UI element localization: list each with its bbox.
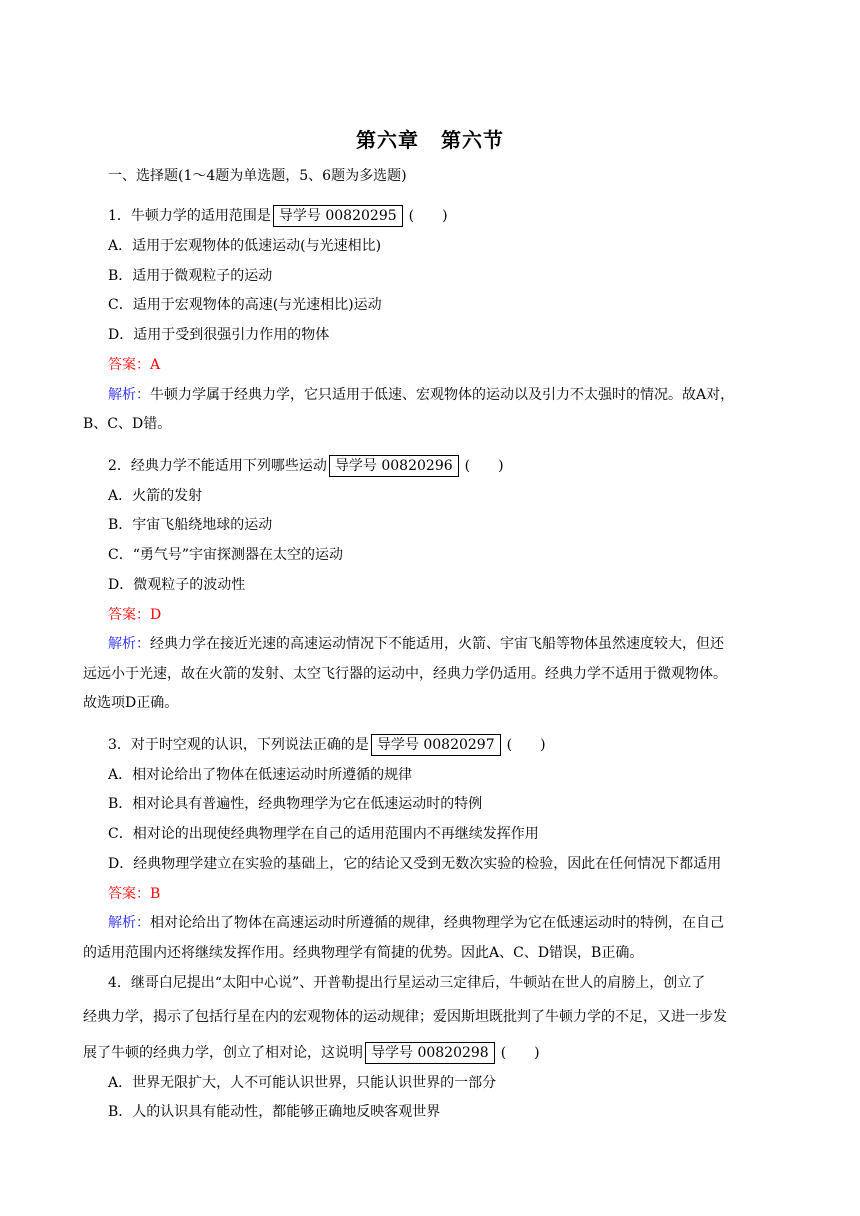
analysis-label: 解析： [108,636,150,652]
question-4-option-a: A．世界无限扩大，人不可能认识世界，只能认识世界的一部分 [108,1075,497,1091]
answer-label: 答案： [108,607,150,623]
question-3-analysis-line-1 [108,913,724,933]
question-1-stem [108,205,448,227]
question-2-analysis-line-1 [108,634,724,654]
answer-label: 答案： [108,886,150,902]
question-2-analysis-line-2: 远远小于光速，故在火箭的发射、太空飞行器的运动中，经典力学仍适用。经典力学不适用于微观物体。 [83,666,727,682]
question-4-stem-line-1: 4．继哥白尼提出“太阳中心说”、开普勒提出行星运动三定律后，牛顿站在世人的肩膀上，创立了 [108,975,706,991]
question-4-stem-line-2: 经典力学，揭示了包括行星在内的宏观物体的运动规律；爱因斯坦既批判了牛顿力学的不足，又进一步发 [83,1009,727,1025]
question-3-option-b: B．相对论具有普遍性，经典物理学为它在低速运动时的特例 [108,796,483,812]
question-2-text: 2．经典力学不能适用下列哪些运动 [108,458,327,474]
analysis-text: 经典力学在接近光速的高速运动情况下不能适用，火箭、宇宙飞船等物体虽然速度较大，但还 [150,636,724,652]
question-3-stem [108,734,546,756]
answer-paren: ( ) [500,1045,540,1061]
question-2-answer [108,605,161,625]
answer-label: 答案： [108,357,150,373]
section-instruction: 一、选择题(1～4题为单选题，5、6题为多选题) [108,168,407,184]
question-3-analysis-line-2: 的适用范围内还将继续发挥作用。经典物理学有简捷的优势。因此A、C、D错误，B正确。 [83,945,644,961]
answer-paren: ( ) [506,737,546,753]
question-1-option-d: D．适用于受到很强引力作用的物体 [108,327,330,343]
question-1-analysis-line-2: B、C、D错。 [83,416,172,432]
question-3-option-c: C．相对论的出现使经典物理学在自己的适用范围内不再继续发挥作用 [108,826,539,842]
question-2-analysis-line-3: 故选项D正确。 [83,695,179,711]
question-1-option-b: B．适用于微观粒子的运动 [108,268,273,284]
question-3-option-d: D．经典物理学建立在实验的基础上，它的结论又受到无数次实验的检验，因此在任何情况下都适用 [108,856,722,872]
answer-value: D [150,607,162,623]
page-title [0,124,860,153]
question-1-analysis-line-1 [108,385,734,405]
question-2-option-d: D．微观粒子的波动性 [108,577,246,593]
question-2-option-b: B．宇宙飞船绕地球的运动 [108,517,273,533]
chapter-title: 第六章 [356,128,419,152]
question-1-option-c: C．适用于宏观物体的高速(与光速相比)运动 [108,297,382,313]
question-4-text: 展了牛顿的经典力学，创立了相对论，这说明 [83,1045,363,1061]
question-3-answer [108,884,160,904]
question-2-stem [108,455,504,477]
question-4-option-b: B．人的认识具有能动性，都能够正确地反映客观世界 [108,1104,441,1120]
question-2-option-c: C．“勇气号”宇宙探测器在太空的运动 [108,547,344,563]
question-1-option-a: A．适用于宏观物体的低速运动(与光速相比) [108,238,382,254]
question-3-option-a: A．相对论给出了物体在低速运动时所遵循的规律 [108,767,413,783]
question-1-answer [108,355,160,375]
section-title: 第六节 [441,128,504,152]
guide-number-badge: 导学号 00820298 [365,1042,495,1064]
question-1-text: 1．牛顿力学的适用范围是 [108,208,271,224]
guide-number-badge: 导学号 00820295 [273,205,403,227]
answer-value: B [150,886,161,902]
question-4-stem-line-3 [83,1042,540,1064]
analysis-label: 解析： [108,387,150,403]
answer-paren: ( ) [408,208,448,224]
answer-paren: ( ) [464,458,504,474]
question-2-option-a: A．火箭的发射 [108,488,203,504]
analysis-text: 相对论给出了物体在高速运动时所遵循的规律，经典物理学为它在低速运动时的特例，在自己 [150,915,724,931]
analysis-label: 解析： [108,915,150,931]
answer-value: A [150,357,161,373]
guide-number-badge: 导学号 00820296 [329,455,459,477]
question-3-text: 3．对于时空观的认识，下列说法正确的是 [108,737,369,753]
analysis-text: 牛顿力学属于经典力学，它只适用于低速、宏观物体的运动以及引力不太强时的情况。故A对， [150,387,735,403]
guide-number-badge: 导学号 00820297 [371,734,501,756]
